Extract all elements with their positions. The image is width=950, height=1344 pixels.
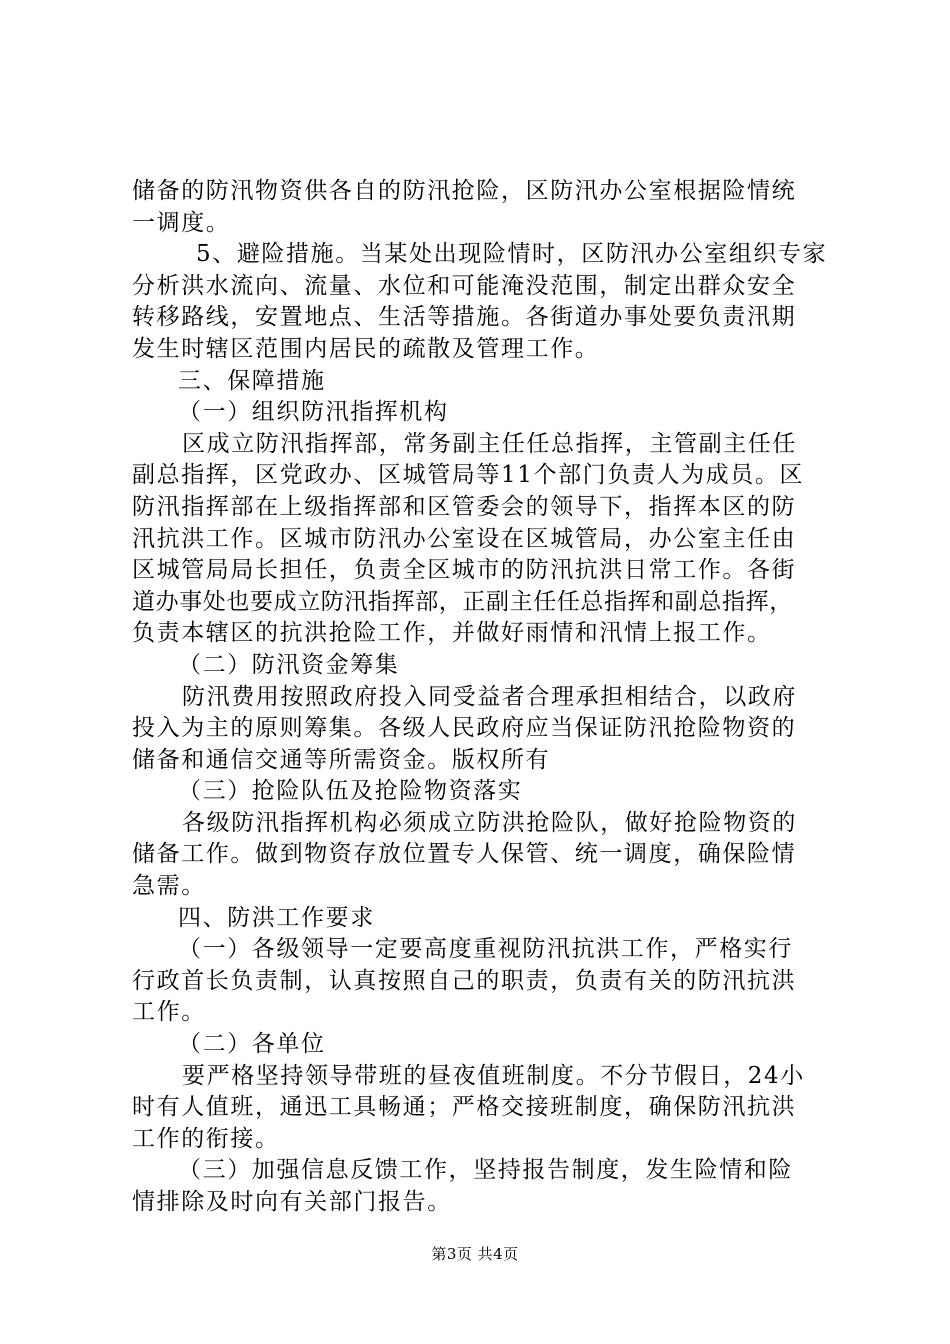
text-line: （三）加强信息反馈工作，坚持报告制度，发生险情和险 bbox=[178, 1157, 793, 1184]
text-line: 要严格坚持领导带班的昼夜值班制度。不分节假日，24小 bbox=[182, 1062, 805, 1089]
text-line: 发生时辖区范围内居民的疏散及管理工作。 bbox=[132, 335, 600, 362]
subsection-heading: （三）抢险队伍及抢险物资落实 bbox=[178, 778, 523, 805]
subsection-heading: （二）各单位 bbox=[178, 1031, 326, 1058]
text-line: 投入为主的原则筹集。各级人民政府应当保证防汛抢险物资的 bbox=[132, 715, 797, 742]
text-line: 时有人值班，通迅工具畅通；严格交接班制度，确保防汛抗洪 bbox=[132, 1094, 797, 1121]
section-heading: 四、防洪工作要求 bbox=[178, 904, 375, 931]
text-line: 区城管局局长担任，负责全区城市的防汛抗洪日常工作。各街 bbox=[132, 557, 797, 584]
text-line: 情排除及时向有关部门报告。 bbox=[132, 1189, 452, 1215]
text-line: （一）各级领导一定要高度重视防汛抗洪工作，严格实行 bbox=[178, 936, 793, 963]
text-line: 防汛指挥部在上级指挥部和区管委会的领导下，指挥本区的防 bbox=[132, 493, 797, 520]
text-line: 一调度。 bbox=[132, 209, 231, 236]
text-line: 分析洪水流向、流量、水位和可能淹没范围，制定出群众安全 bbox=[132, 272, 797, 299]
subsection-heading: （一）组织防汛指挥机构 bbox=[178, 399, 449, 426]
text-line: 急需。 bbox=[132, 873, 206, 900]
section-heading: 三、保障措施 bbox=[178, 367, 326, 394]
text-line: 5、避险措施。当某处出现险情时，区防汛办公室组织专家 bbox=[196, 241, 828, 268]
text-line: 防汛费用按照政府投入同受益者合理承担相结合，以政府 bbox=[182, 683, 797, 710]
text-line: 汛抗洪工作。区城市防汛办公室设在区城管局，办公室主任由 bbox=[132, 525, 797, 552]
text-line: 工作的衔接。 bbox=[132, 1125, 280, 1152]
text-line: 转移路线，安置地点、生活等措施。各街道办事处要负责汛期 bbox=[132, 304, 797, 331]
document-body bbox=[132, 176, 832, 1219]
text-line: 储备和通信交通等所需资金。版权所有 bbox=[132, 746, 551, 773]
subsection-heading: （二）防汛资金筹集 bbox=[178, 651, 400, 678]
text-line: 工作。 bbox=[132, 999, 206, 1026]
text-line: 储备的防汛物资供各自的防汛抢险，区防汛办公室根据险情统 bbox=[132, 178, 797, 204]
text-line: 负责本辖区的抗洪抢险工作，并做好雨情和汛情上报工作。 bbox=[132, 620, 772, 647]
text-line: 道办事处也要成立防汛指挥部，正副主任任总指挥和副总指挥， bbox=[132, 588, 793, 615]
text-line: 储备工作。做到物资存放位置专人保管、统一调度，确保险情 bbox=[132, 841, 797, 868]
text-line: 区成立防汛指挥部，常务副主任任总指挥，主管副主任任 bbox=[182, 430, 797, 457]
text-line: 副总指挥，区党政办、区城管局等11个部门负责人为成员。区 bbox=[132, 462, 805, 489]
page-number-footer: 第3页 共4页 bbox=[431, 1245, 519, 1263]
text-line: 各级防汛指挥机构必须成立防洪抢险队，做好抢险物资的 bbox=[182, 809, 797, 836]
text-line: 行政首长负责制，认真按照自己的职责，负责有关的防汛抗洪 bbox=[132, 967, 797, 994]
